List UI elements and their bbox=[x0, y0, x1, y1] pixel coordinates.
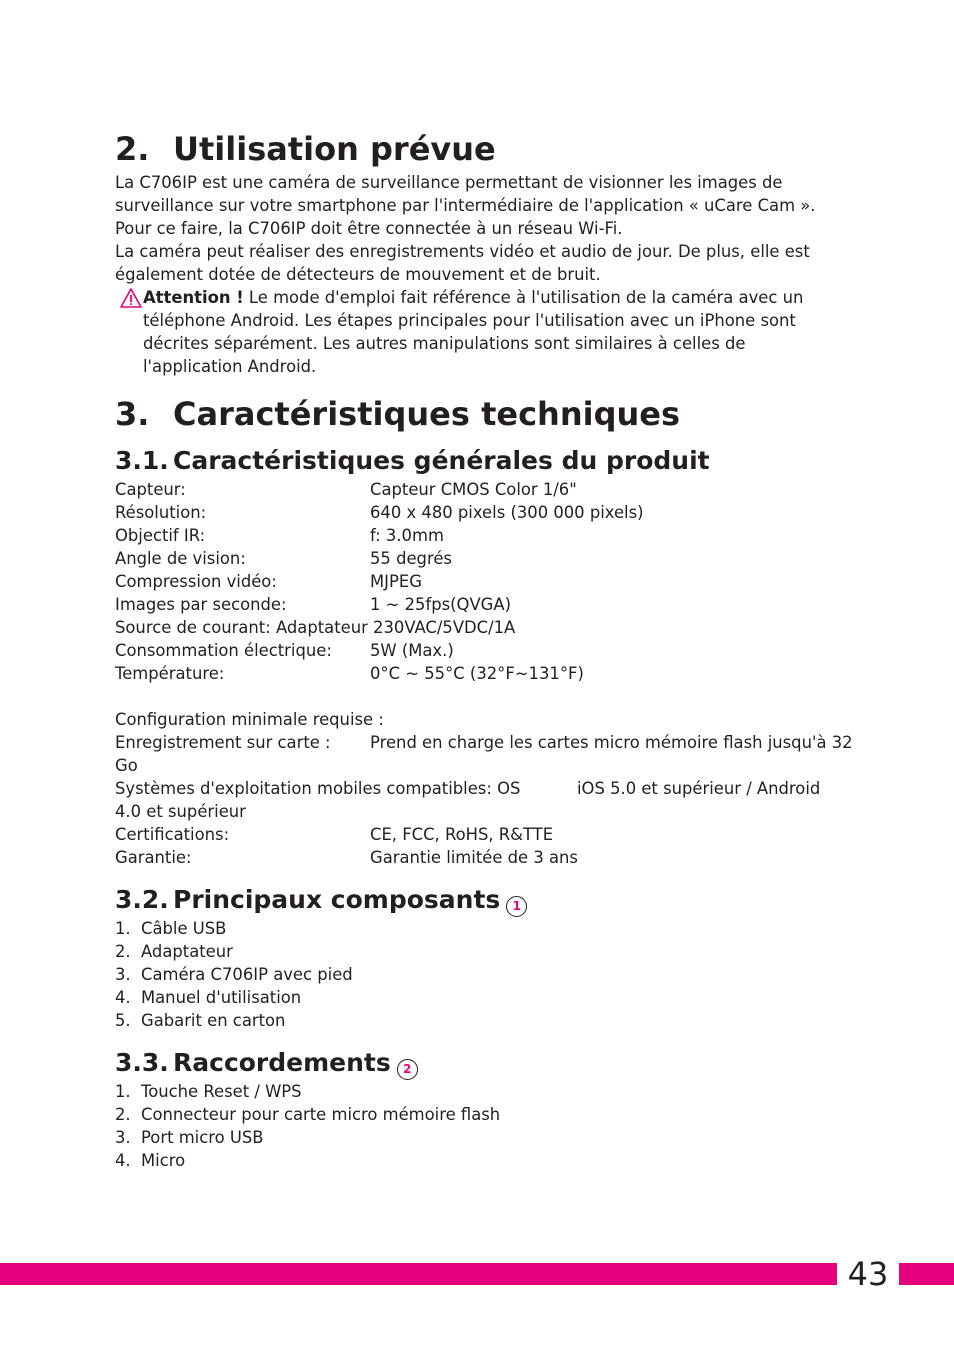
list-item: 3. Caméra C706IP avec pied bbox=[115, 965, 353, 984]
spec-continuation: Go bbox=[115, 756, 138, 775]
page-number: 43 bbox=[847, 1255, 889, 1293]
spec-row bbox=[115, 639, 837, 662]
spec-value: 5W (Max.) bbox=[370, 641, 454, 660]
spec-row bbox=[115, 731, 853, 754]
list-item: 2. Adaptateur bbox=[115, 942, 233, 961]
section-number: 3.2. bbox=[115, 885, 169, 914]
spec-label: Consommation électrique: bbox=[115, 641, 332, 660]
spec-row bbox=[115, 662, 837, 685]
list-item: 1. Touche Reset / WPS bbox=[115, 1082, 302, 1101]
spec-label: Résolution: bbox=[115, 503, 207, 522]
spec-label: Certifications: bbox=[115, 825, 230, 844]
spec-label: Objectif IR: bbox=[115, 526, 206, 545]
attention-label: Attention ! bbox=[143, 288, 244, 307]
section-3-3-heading bbox=[115, 1046, 837, 1080]
list-item: 3. Port micro USB bbox=[115, 1128, 264, 1147]
spec-row bbox=[115, 501, 837, 524]
spec-value: iOS 5.0 et supérieur / Android bbox=[577, 779, 821, 798]
power-source-line: Source de courant: Adaptateur 230VAC/5VDC/1A bbox=[115, 618, 516, 637]
spec-table bbox=[115, 478, 853, 869]
section-number: 3.1. bbox=[115, 446, 169, 475]
spec-label: Température: bbox=[115, 664, 225, 683]
list-item: 4. Manuel d'utilisation bbox=[115, 988, 302, 1007]
spec-row bbox=[115, 593, 837, 616]
attention-note bbox=[115, 286, 837, 378]
spec-value: 0°C ~ 55°C (32°F~131°F) bbox=[370, 664, 584, 683]
section-title: Caractéristiques techniques bbox=[173, 395, 680, 433]
spec-value: 1 ~ 25fps(QVGA) bbox=[370, 595, 511, 614]
section-title: Utilisation prévue bbox=[173, 130, 496, 168]
spec-label: Angle de vision: bbox=[115, 549, 246, 568]
spec-label: Capteur: bbox=[115, 480, 186, 499]
spec-continuation: 4.0 et supérieur bbox=[115, 802, 246, 821]
list-item: 2. Connecteur pour carte micro mémoire flash bbox=[115, 1105, 501, 1124]
section-3-2-heading bbox=[115, 883, 837, 917]
page-content bbox=[115, 127, 853, 1172]
spec-value: Capteur CMOS Color 1/6" bbox=[370, 480, 577, 499]
figure-ref-badge: 1 bbox=[506, 896, 527, 917]
spec-row bbox=[115, 846, 837, 869]
spec-row bbox=[115, 547, 837, 570]
section-title: Raccordements bbox=[173, 1048, 391, 1077]
spec-label: Compression vidéo: bbox=[115, 572, 277, 591]
spec-value: MJPEG bbox=[370, 572, 422, 591]
list-item: 1. Câble USB bbox=[115, 919, 227, 938]
section-2-heading bbox=[115, 127, 837, 171]
spec-label: Garantie: bbox=[115, 848, 192, 867]
list-item: 4. Micro bbox=[115, 1151, 186, 1170]
spec-value: 55 degrés bbox=[370, 549, 452, 568]
attention-text: Le mode d'emploi fait référence à l'utilisation de la caméra avec un téléphone Android. Les étapes principales pour l'utilisation avec un iPhone sont décrites séparément. Les autres manipulations sont similaires à celles de l'application Android. bbox=[143, 288, 804, 376]
section-title: Principaux composants bbox=[173, 885, 501, 914]
spec-label: Images par seconde: bbox=[115, 595, 287, 614]
spec-value: Garantie limitée de 3 ans bbox=[370, 848, 578, 867]
spec-label: Enregistrement sur carte : bbox=[115, 733, 331, 752]
spec-row bbox=[115, 478, 837, 501]
features-paragraph: La caméra peut réaliser des enregistrements vidéo et audio de jour. De plus, elle est également dotée de détecteurs de mouvement et de bruit. bbox=[115, 242, 810, 284]
intro-paragraph: La C706IP est une caméra de surveillance permettant de visionner les images de surveillance sur votre smartphone par l'intermédiaire de l'application « uCare Cam ». Pour ce faire, la C706IP doit être connectée à un réseau Wi-Fi. bbox=[115, 173, 816, 238]
min-config-heading: Configuration minimale requise : bbox=[115, 710, 384, 729]
connections-list bbox=[115, 1080, 837, 1172]
spec-row bbox=[115, 524, 837, 547]
section-number: 3. bbox=[115, 395, 150, 433]
list-item: 5. Gabarit en carton bbox=[115, 1011, 286, 1030]
figure-ref-badge: 2 bbox=[397, 1059, 418, 1080]
section-3-heading bbox=[115, 392, 837, 436]
footer-accent-bar bbox=[0, 1263, 954, 1285]
spec-value: 640 x 480 pixels (300 000 pixels) bbox=[370, 503, 644, 522]
spec-label: Systèmes d'exploitation mobiles compatibles: OS bbox=[115, 779, 521, 798]
components-list bbox=[115, 917, 837, 1032]
spec-value: f: 3.0mm bbox=[370, 526, 444, 545]
spec-row bbox=[115, 777, 837, 800]
section-title: Caractéristiques générales du produit bbox=[173, 446, 710, 475]
spec-row bbox=[115, 570, 837, 593]
spec-row bbox=[115, 823, 837, 846]
spec-value: CE, FCC, RoHS, R&TTE bbox=[370, 825, 554, 844]
section-3-1-heading bbox=[115, 444, 837, 478]
spec-value: Prend en charge les cartes micro mémoire flash jusqu'à 32 bbox=[370, 733, 853, 752]
section-number: 3.3. bbox=[115, 1048, 169, 1077]
section-number: 2. bbox=[115, 130, 150, 168]
warning-icon bbox=[120, 288, 142, 308]
